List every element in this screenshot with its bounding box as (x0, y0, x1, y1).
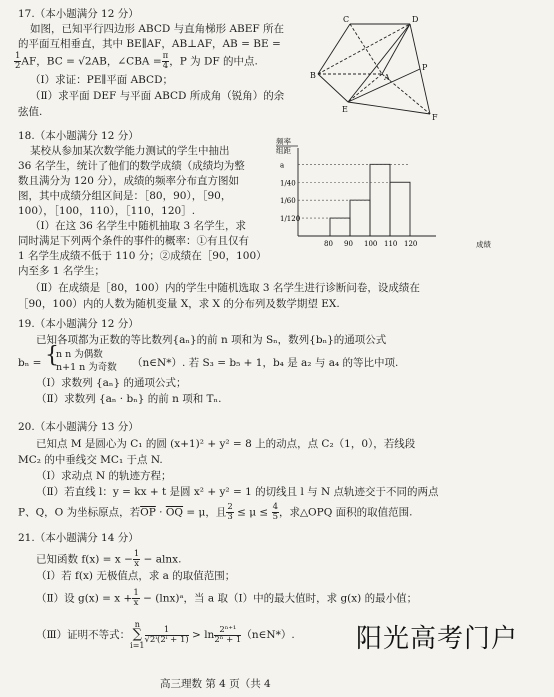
q21-title: 21.（本小题满分 14 分） (18, 532, 139, 544)
hist-x-tick: 120 (404, 240, 418, 248)
q17-line2: 的平面互相垂直，其中 BE∥AF，AB⊥AF，AB = BE = (18, 38, 281, 50)
fig-label-e: E (342, 105, 348, 114)
q20-l1: 已知点 M 是圆心为 C₁ 的圆 (x+1)² + y² = 8 上的动点，点 C₂（1，0），若线段 (36, 438, 416, 450)
page-footer: 高三理数 第 4 页（共 4 (160, 678, 271, 690)
q20-p2: （Ⅱ）若直线 l：y = kx + t 是圆 x² + y² = 1 的切线且 l 与 N 点轨迹交于不同的两点 (36, 486, 439, 498)
hist-bar (330, 218, 350, 236)
q21-ln-frac: $\frac{\text{2ⁿ⁺¹}}{\text{2ⁿ + 1}}$ (214, 624, 242, 645)
q21-frac-1-x-b: $\frac{1}{x}$ (133, 588, 139, 608)
q19-p1: （Ⅰ）求数列 {aₙ} 的通项公式； (36, 377, 187, 389)
q20-l3: P、Q，O 为坐标原点，若$\overline{OP} \cdot \overline{OQ} = \mu$，且 $\frac{2}{3}$ ≤ μ ≤ $\frac{4}{5}$ ，求△OPQ 面积的取值范围. (18, 502, 413, 522)
hist-bar (350, 200, 370, 236)
q18-l10: （Ⅱ）在成绩是［80，100）内的学生中随机选取 3 名学生进行诊断问卷，设成绩在 (30, 282, 420, 294)
hist-ylabel-top: 频率 (276, 137, 291, 146)
q20-frac-4-5: $\frac{4}{5}$ (272, 502, 278, 522)
q17-title: 17.（本小题满分 12 分） (18, 8, 139, 20)
q18-l8: 1 名学生成绩不低于 110 分；②成绩在［90，100） (18, 250, 267, 262)
q19-l1: 已知各项都为正数的等比数列{aₙ}的前 n 项和为 Sₙ，数列{bₙ}的通项公式 (36, 334, 387, 346)
vector-oq: $\overline{OQ}$ (165, 506, 184, 519)
q18-l7: 同时满足下列两个条件的事件的概率：①有且仅有 (18, 235, 249, 247)
q20-p1: （Ⅰ）求动点 N 的轨迹方程； (36, 470, 172, 482)
q17-pi-frac: $\frac{\pi}{4}$ (162, 51, 169, 71)
q17-part2: （Ⅱ）求平面 DEF 与平面 ABCD 所成角（锐角）的余 (30, 90, 285, 102)
q21-frac-1-x: $\frac{1}{x}$ (133, 549, 140, 569)
q18-title: 18.（本小题满分 12 分） (18, 130, 139, 142)
q21-p2: （Ⅱ）设 g(x) = x + $\frac{1}{x}$ − (lnx)ᵃ，当 a 取（Ⅰ）中的最大值时，求 g(x) 的最小值； (36, 588, 418, 608)
q19-case1: n n 为偶数 (56, 349, 103, 360)
q21-sum-term: $\frac{1}{\text{√2ⁱ(2ⁱ + 1)}}$ (144, 624, 189, 645)
hist-y-tick: 1/40 (280, 179, 296, 188)
q17-part2b: 弦值. (18, 106, 43, 118)
hist-bar (370, 164, 390, 236)
q19-brace: { (45, 343, 59, 368)
q21-sum: n ∑ i=1 (130, 620, 145, 650)
q21-p1: （Ⅰ）若 f(x) 无极值点，求 a 的取值范围； (36, 570, 236, 582)
q17-geometry-figure (310, 14, 450, 124)
q18-l9: 内至多 1 名学生； (18, 265, 105, 277)
hist-y-tick: 1/120 (280, 215, 301, 224)
q18-l3: 数且满分为 120 分），成绩的频率分布直方图如 (18, 175, 239, 187)
q20-l2: MC₂ 的中垂线交 MC₁ 于点 N. (18, 454, 163, 466)
hist-y-tick: a (280, 161, 285, 170)
q18-l6: （Ⅰ）在这 36 名学生中随机抽取 3 名学生，求 (30, 220, 247, 232)
hist-bar (390, 182, 410, 236)
q18-l11: ［90，100）内的人数为随机变量 X，求 X 的分布列及数学期望 EX. (18, 298, 340, 310)
q21-p3: （Ⅲ）证明不等式： n ∑ i=1 $\frac{1}{\text{√2ⁱ(2ⁱ + 1)}}$ > ln $\frac{\text{2ⁿ⁺¹}}{\text{2ⁿ + 1}}$ （n∈N*）. (36, 620, 295, 650)
fig-label-b: B (310, 71, 316, 80)
q17-line3: $\frac{1}{2}$ AF，BC = √2AB，∠CBA = $\frac{\pi}{4}$ ，P 为 DF 的中点. (15, 51, 258, 71)
q21-l1: 已知函数 f(x) = x − $\frac{1}{x}$ − alnx. (36, 549, 182, 569)
q20-frac-2-3: $\frac{2}{3}$ (227, 502, 233, 522)
fig-label-a: A (384, 73, 390, 82)
q17-line1: 如图，已知平行四边形 ABCD 与直角梯形 ABEF 所在 (30, 23, 285, 35)
q19-case2: n+1 n 为奇数 (56, 362, 117, 373)
hist-x-tick: 110 (384, 240, 398, 248)
q18-l2: 36 名学生，统计了他们的数学成绩（成绩均为整 (18, 160, 245, 172)
q18-l4: 图，其中成绩分组区间是：［80，90），［90， (18, 190, 232, 202)
hist-y-tick: 1/60 (280, 197, 296, 206)
fig-label-d: D (412, 15, 419, 24)
hist-x-tick: 80 (324, 240, 333, 248)
q18-l5: 100），［100，110），［110，120］. (18, 205, 196, 217)
hist-xlabel: 成绩 (476, 240, 491, 249)
q20-title: 20.（本小题满分 13 分） (18, 421, 139, 433)
q17-part1: （Ⅰ）求证：PE∥平面 ABCD； (30, 74, 174, 86)
hist-x-tick: 100 (364, 240, 378, 248)
fig-label-f: F (432, 113, 438, 122)
q19-l2: （n∈N*）. 若 S₃ = b₅ + 1，b₄ 是 a₂ 与 a₄ 的等比中项. (132, 357, 399, 369)
fig-label-c: C (343, 15, 350, 24)
hist-x-tick: 90 (344, 240, 353, 248)
q19-bn: bₙ = (18, 357, 42, 369)
q19-title: 19.（本小题满分 12 分） (18, 318, 139, 330)
q18-histogram (268, 136, 508, 252)
vector-op: $\overline{OP}$ (140, 506, 156, 519)
q18-l1: 某校从参加某次数学能力测试的学生中抽出 (30, 145, 230, 157)
watermark: 阳光高考门户 (356, 624, 519, 654)
hist-ylabel-bottom: 组距 (276, 146, 291, 155)
q19-p2: （Ⅱ）求数列 {aₙ · bₙ} 的前 n 项和 Tₙ. (36, 393, 222, 405)
fig-label-p: P (422, 63, 428, 72)
q17-half-frac: $\frac{1}{2}$ (15, 51, 21, 71)
